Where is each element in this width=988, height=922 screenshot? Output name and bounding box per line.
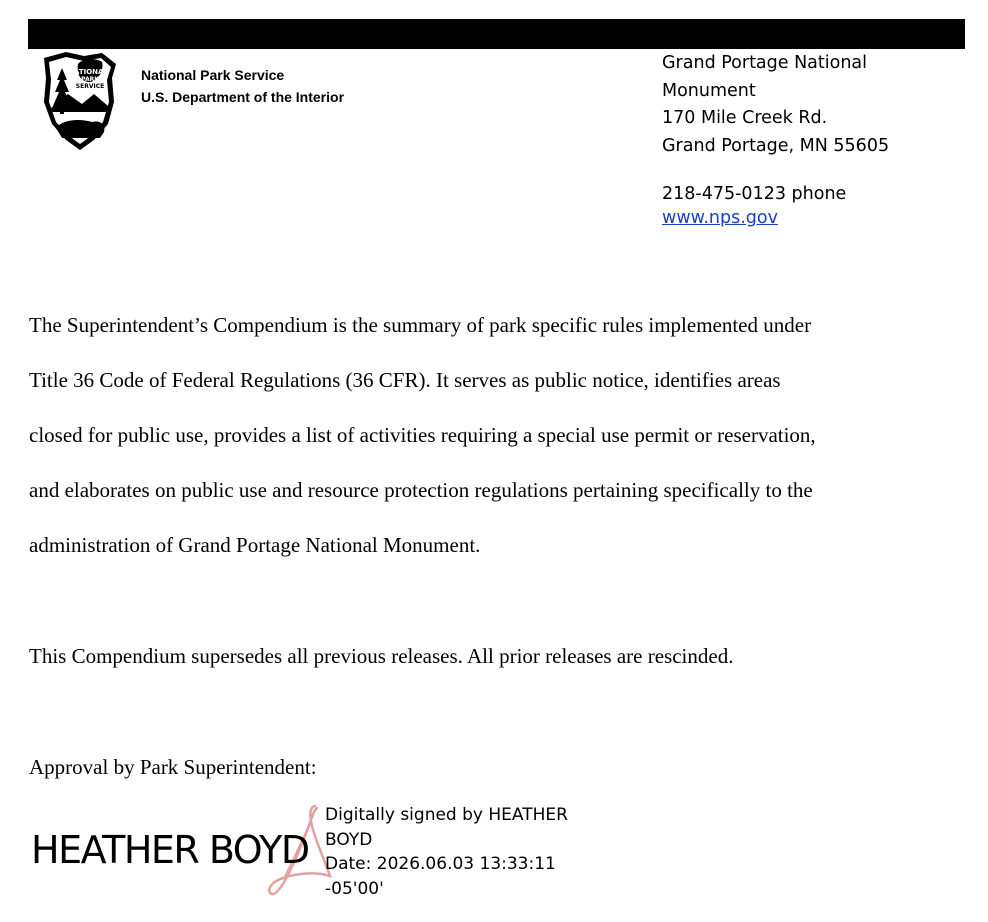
department-name: U.S. Department of the Interior (141, 89, 345, 105)
website-link[interactable]: www.nps.gov (662, 208, 778, 228)
logo-text-park: PARK (81, 76, 99, 83)
address-line-1: Grand Portage National (662, 53, 868, 73)
approval-label: Approval by Park Superintendent: (29, 755, 317, 779)
signature-details (325, 803, 568, 901)
signature-details-line-2: BOYD (325, 829, 373, 850)
city-state-zip: Grand Portage, MN 55605 (662, 135, 890, 156)
intro-line-1: The Superintendent’s Compendium is the summary of park specific rules implemented under (29, 313, 812, 337)
signature-timezone: -05'00' (325, 878, 384, 899)
logo-text-service: SERVICE (75, 83, 105, 90)
intro-line-5: administration of Grand Portage National Monument. (29, 533, 481, 557)
nps-arrowhead-icon (38, 50, 120, 152)
supersede-notice: This Compendium supersedes all previous releases. All prior releases are rescinded. (29, 644, 734, 668)
signature-name: HEATHER BOYD (31, 828, 309, 872)
address-line-2: Monument (662, 80, 756, 101)
logo-text-national: NATIONAL (68, 68, 108, 76)
intro-line-2: Title 36 Code of Federal Regulations (36 CFR). It serves as public notice, identifies areas (29, 368, 781, 392)
agency-name: National Park Service (141, 67, 285, 83)
street-address: 170 Mile Creek Rd. (662, 108, 828, 128)
intro-line-3: closed for public use, provides a list of activities requiring a special use permit or reservation, (29, 423, 816, 447)
contact-block (662, 182, 889, 230)
agency-block (141, 64, 344, 108)
address-block (662, 50, 889, 230)
signature-date: Date: 2026.06.03 13:33:11 (325, 854, 556, 874)
intro-line-4: and elaborates on public use and resource protection regulations pertaining specifically to the (29, 478, 813, 502)
phone-number: 218-475-0123 phone (662, 184, 847, 204)
header-bar (28, 19, 965, 49)
signature-details-line-1: Digitally signed by HEATHER (325, 805, 568, 825)
intro-paragraph (29, 298, 969, 573)
